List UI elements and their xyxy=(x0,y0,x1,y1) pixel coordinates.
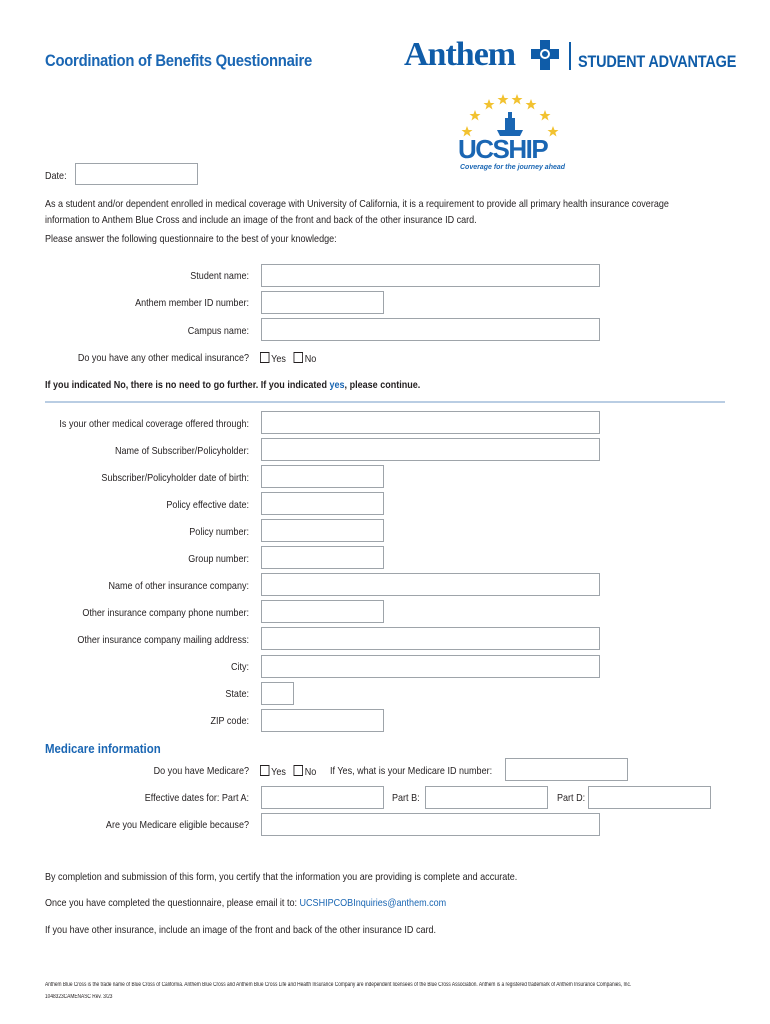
other-insurance-label: Do you have any other medical insurance? xyxy=(77,352,249,364)
date-input[interactable] xyxy=(75,163,198,185)
company-phone-input[interactable] xyxy=(261,600,384,623)
medicare-options xyxy=(260,765,316,778)
state-label: State: xyxy=(225,688,249,700)
legal-footer: Anthem Blue Cross is the trade name of Blue Cross of California. Anthem Blue Cross and Anthem Blue Cross Life and Health Insurance Company are independent licensees of the Blue Cross Association. Anthem is a registered trademark of Anthem Insurance Companies, Inc. xyxy=(45,982,632,988)
medicare-no-label: No xyxy=(304,766,317,778)
campus-label: Campus name: xyxy=(187,325,249,337)
policy-effective-input[interactable] xyxy=(261,492,384,515)
part-d-label: Part D: xyxy=(557,792,586,804)
group-number-label: Group number: xyxy=(188,553,249,565)
date-label: Date: xyxy=(45,170,67,182)
member-id-label: Anthem member ID number: xyxy=(135,297,249,309)
other-insurance-no-checkbox[interactable] xyxy=(294,352,303,363)
member-id-input[interactable] xyxy=(261,291,384,314)
subscriber-dob-input[interactable] xyxy=(261,465,384,488)
subscriber-dob-label: Subscriber/Policyholder date of birth: xyxy=(101,472,249,484)
student-advantage-logo: STUDENT ADVANTAGE xyxy=(578,52,737,71)
company-address-label: Other insurance company mailing address: xyxy=(77,634,249,646)
part-a-input[interactable] xyxy=(261,786,384,809)
company-phone-label: Other insurance company phone number: xyxy=(82,607,250,619)
email-link[interactable]: UCSHIPCOBInquiries@anthem.com xyxy=(299,897,447,909)
medicare-id-input[interactable] xyxy=(505,758,628,781)
medicare-yes-checkbox[interactable] xyxy=(260,765,269,776)
student-name-label: Student name: xyxy=(190,270,249,282)
anthem-logo: Anthem xyxy=(404,36,516,73)
part-d-input[interactable] xyxy=(588,786,711,809)
divider xyxy=(45,401,725,403)
campus-input[interactable] xyxy=(261,318,600,341)
no-label: No xyxy=(304,353,317,365)
certify-text: By completion and submission of this form, you certify that the information you are providing is complete and accurate. xyxy=(45,871,518,883)
intro-text-line2: information to Anthem Blue Cross and include an image of the front and back of the other insurance ID card. xyxy=(45,214,477,226)
policy-effective-label: Policy effective date: xyxy=(166,499,249,511)
id-card-text: If you have other insurance, include an image of the front and back of the other insurance ID card. xyxy=(45,924,437,936)
group-number-input[interactable] xyxy=(261,546,384,569)
email-text: Once you have completed the questionnaire, please email it to: UCSHIPCOBInquiries@anthem.com xyxy=(45,897,447,909)
state-input[interactable] xyxy=(261,682,294,705)
zip-input[interactable] xyxy=(261,709,384,732)
policy-number-label: Policy number: xyxy=(189,526,249,538)
company-name-label: Name of other insurance company: xyxy=(108,580,249,592)
city-label: City: xyxy=(230,661,249,673)
medicare-id-label: If Yes, what is your Medicare ID number: xyxy=(330,765,493,777)
part-a-label: Effective dates for: Part A: xyxy=(144,792,249,804)
medicare-have-label: Do you have Medicare? xyxy=(153,765,249,777)
part-b-label: Part B: xyxy=(392,792,420,804)
zip-label: ZIP code: xyxy=(210,715,249,727)
policy-number-input[interactable] xyxy=(261,519,384,542)
part-b-input[interactable] xyxy=(425,786,548,809)
other-insurance-options xyxy=(260,352,316,365)
intro-text-line3: Please answer the following questionnaire to the best of your knowledge: xyxy=(45,233,337,245)
ucship-tagline: Coverage for the journey ahead xyxy=(460,164,566,171)
city-input[interactable] xyxy=(261,655,600,678)
company-address-input[interactable] xyxy=(261,627,600,650)
coverage-offered-label: Is your other medical coverage offered through: xyxy=(59,418,250,430)
medicare-no-checkbox[interactable] xyxy=(294,765,303,776)
other-insurance-yes-checkbox[interactable] xyxy=(260,352,269,363)
intro-text-line1: As a student and/or dependent enrolled in medical coverage with University of California, it is a requirement to provide all primary health insurance coverage xyxy=(45,198,669,210)
logo-divider xyxy=(569,42,571,70)
continue-notice: If you indicated No, there is no need to go further. If you indicated yes, please continue. xyxy=(45,379,421,391)
blue-cross-icon xyxy=(531,40,559,70)
coverage-offered-input[interactable] xyxy=(261,411,600,434)
ucship-logo: UCSHIP xyxy=(458,134,548,164)
student-name-input[interactable] xyxy=(261,264,600,287)
subscriber-name-input[interactable] xyxy=(261,438,600,461)
yes-label: Yes xyxy=(271,353,286,365)
subscriber-name-label: Name of Subscriber/Policyholder: xyxy=(114,445,249,457)
medicare-eligible-label: Are you Medicare eligible because? xyxy=(105,819,249,831)
medicare-eligible-input[interactable] xyxy=(261,813,600,836)
form-code: 1048323CAMENASC Rev. 3/23 xyxy=(45,994,113,1000)
company-name-input[interactable] xyxy=(261,573,600,596)
medicare-heading: Medicare information xyxy=(45,741,161,756)
medicare-yes-label: Yes xyxy=(271,766,286,778)
page-title: Coordination of Benefits Questionnaire xyxy=(45,52,312,70)
